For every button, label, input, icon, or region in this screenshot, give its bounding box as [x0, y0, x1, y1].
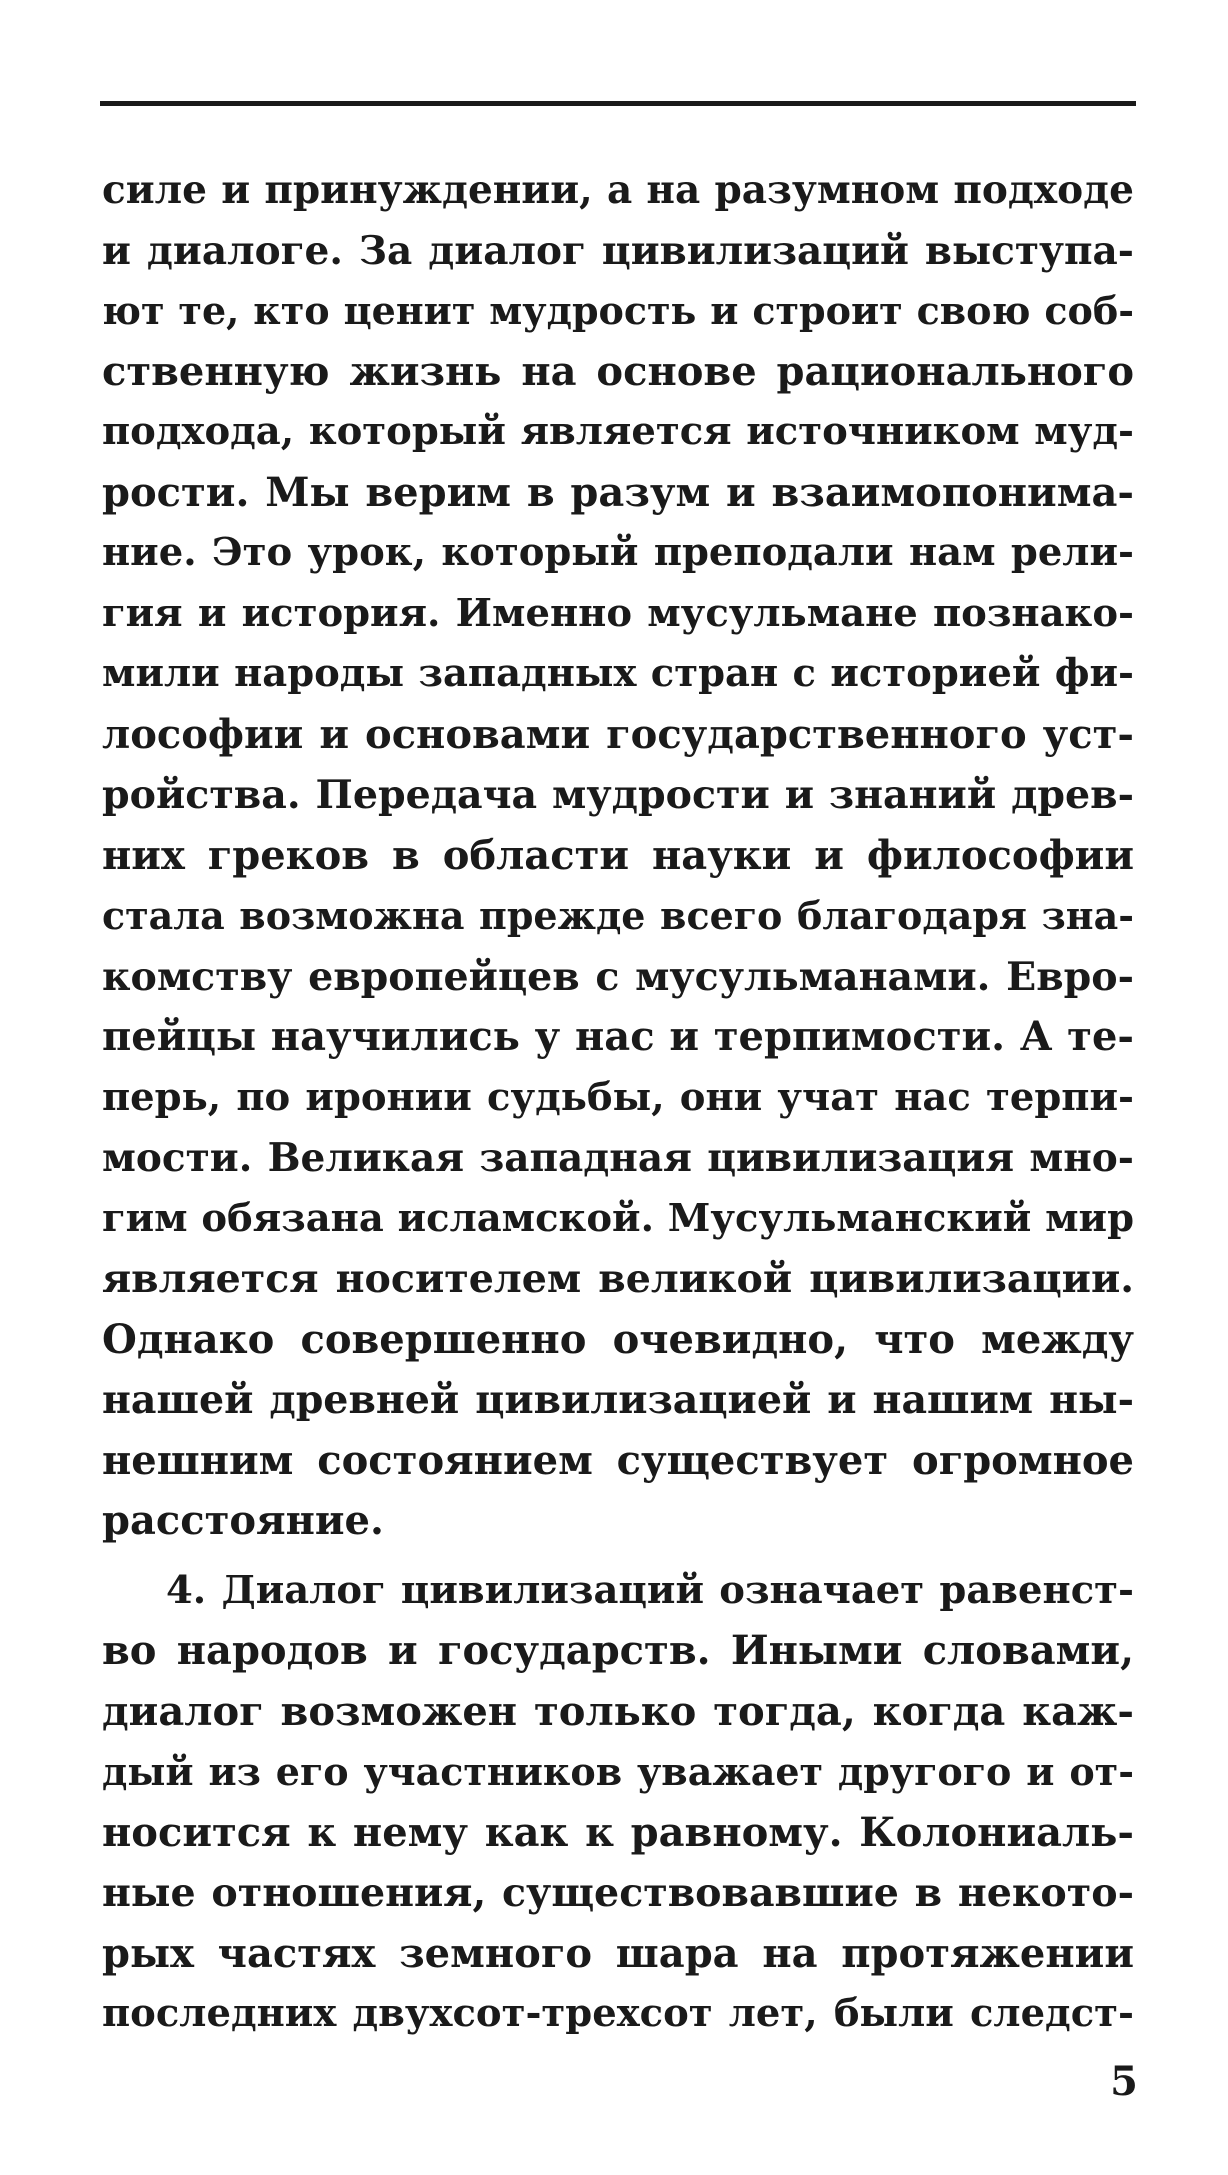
- text-line: подхода, который является источником муд-: [102, 409, 1134, 454]
- text-line: комству европейцев с мусульманами. Евро-: [102, 953, 1134, 1000]
- text-line: носится к нему как к равному. Колониаль-: [102, 1808, 1134, 1856]
- text-line: мили народы западных стран с историей фи-: [102, 651, 1134, 696]
- paragraph-gap: [102, 1552, 1134, 1561]
- text-line: ные отношения, существовавшие в некото-: [102, 1870, 1134, 1916]
- text-line: мости. Великая западная цивилизация мно-: [102, 1135, 1134, 1181]
- paragraph: [102, 160, 1134, 1552]
- text-line: перь, по иронии судьбы, они учат нас терпи-: [102, 1074, 1134, 1120]
- text-line: ройства. Передача мудрости и знаний древ-: [102, 772, 1134, 818]
- text-line: них греков в области науки и философии: [102, 831, 1134, 879]
- text-line: во народов и государств. Иными словами,: [102, 1627, 1134, 1674]
- text-line: рых частях земного шара на протяжении: [102, 1929, 1134, 1977]
- text-line: является носителем великой цивилизации.: [102, 1256, 1134, 1302]
- paragraph: [102, 1561, 1134, 2045]
- text-line: диалог возможен только тогда, когда каж-: [102, 1687, 1134, 1735]
- text-line: ют те, кто ценит мудрость и строит свою соб-: [102, 288, 1134, 333]
- body-text: [102, 160, 1134, 2045]
- text-line: 4. Диалог цивилизаций означает равенст-: [166, 1567, 1134, 1613]
- text-line: дый из его участников уважает другого и от-: [102, 1749, 1134, 1794]
- text-line: нашей древней цивилизацией и нашим ны-: [102, 1377, 1134, 1423]
- header-rule: [100, 101, 1136, 106]
- text-line: ние. Это урок, который преподали нам рели-: [102, 530, 1134, 575]
- text-line: ственную жизнь на основе рационального: [102, 347, 1134, 395]
- text-line: пейцы научились у нас и терпимости. А те-: [102, 1013, 1134, 1060]
- text-line: Однако совершенно очевидно, что между: [102, 1315, 1134, 1363]
- page-number: 5: [1110, 2058, 1138, 2105]
- text-line: гия и история. Именно мусульмане познако-: [102, 590, 1134, 636]
- text-line: и диалоге. За диалог цивилизаций выступа-: [102, 227, 1134, 274]
- text-line: стала возможна прежде всего благодаря зна-: [102, 893, 1134, 938]
- text-line: гим обязана исламской. Мусульманский мир: [102, 1195, 1134, 1241]
- text-line: лософии и основами государственного уст-: [102, 710, 1134, 758]
- text-line: силе и принуждении, а на разумном подходе: [102, 167, 1134, 213]
- text-line: расстояние.: [102, 1497, 384, 1544]
- text-line: нешним состоянием существует огромное: [102, 1436, 1134, 1484]
- text-line: рости. Мы верим в разум и взаимопонима-: [102, 468, 1134, 516]
- text-line: последних двухсот-трехсот лет, были следст-: [102, 1991, 1134, 2036]
